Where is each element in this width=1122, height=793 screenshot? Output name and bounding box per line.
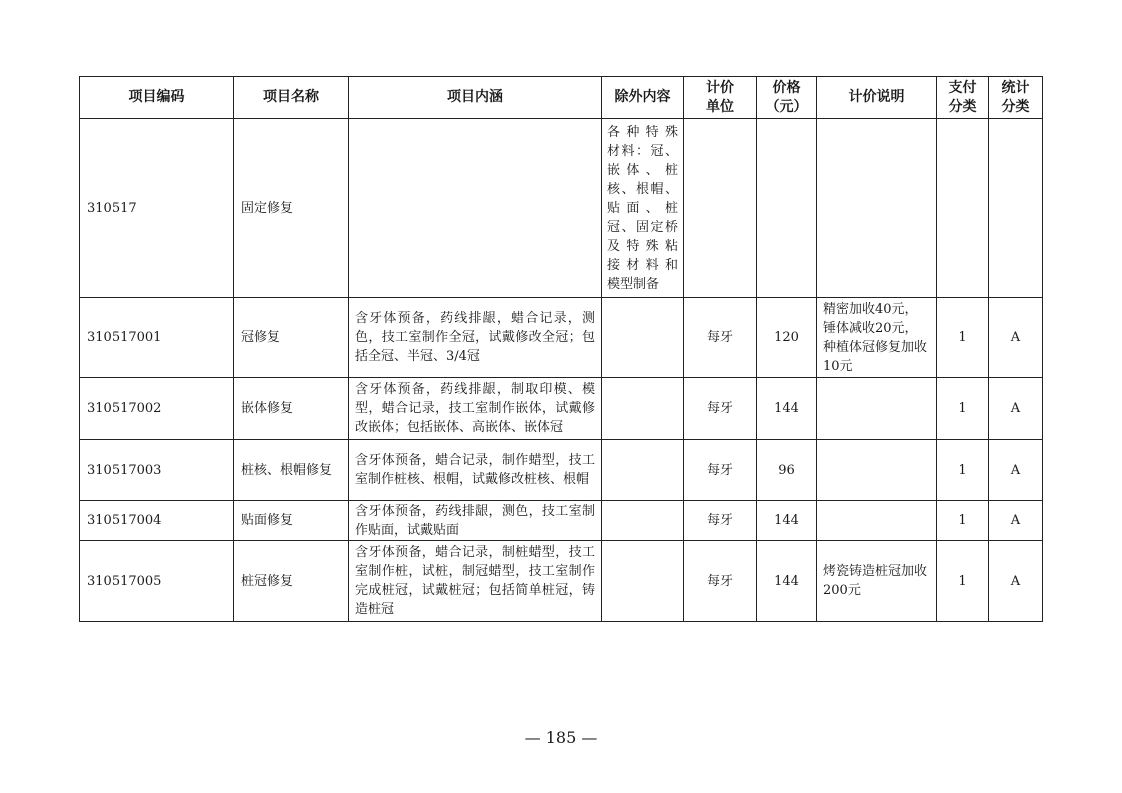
cell-price: 144 [757, 378, 817, 440]
cell-unit [684, 119, 757, 298]
cell-payment-class: 1 [937, 298, 989, 378]
table-row [80, 378, 1043, 440]
cell-unit: 每牙 [684, 378, 757, 440]
cell-code: 310517004 [80, 501, 234, 541]
cell-name: 贴面修复 [234, 501, 349, 541]
cell-stat-class: A [989, 501, 1043, 541]
header-stat-class: 统计 分类 [989, 77, 1043, 119]
cell-note [817, 378, 937, 440]
cell-note: 烤瓷铸造桩冠加收200元 [817, 541, 937, 622]
cell-stat-class: A [989, 298, 1043, 378]
page-number: — 185 — [524, 728, 598, 747]
header-content: 项目内涵 [349, 77, 602, 119]
cell-excluded: 各种特殊 材料：冠、 嵌体、桩 核、根帽、 贴面、桩 冠、固定桥 及特殊粘 接材料和 模型制备 [602, 119, 684, 298]
cell-content: 含牙体预备，药线排龈，蜡合记录，测色，技工室制作全冠，试戴修改全冠；包括全冠、半冠、3/4冠 [349, 298, 602, 378]
cell-excluded [602, 378, 684, 440]
table-row [80, 298, 1043, 378]
cell-unit: 每牙 [684, 298, 757, 378]
table-row [80, 119, 1043, 298]
cell-name: 桩核、根帽修复 [234, 440, 349, 501]
cell-excluded [602, 298, 684, 378]
header-row [80, 77, 1043, 119]
header-payment-class: 支付 分类 [937, 77, 989, 119]
cell-code: 310517001 [80, 298, 234, 378]
cell-note [817, 119, 937, 298]
cell-excluded [602, 541, 684, 622]
cell-unit: 每牙 [684, 501, 757, 541]
cell-code: 310517005 [80, 541, 234, 622]
cell-content: 含牙体预备，蜡合记录，制作蜡型，技工室制作桩核、根帽，试戴修改桩核、根帽 [349, 440, 602, 501]
cell-name: 冠修复 [234, 298, 349, 378]
cell-excluded [602, 501, 684, 541]
cell-name: 固定修复 [234, 119, 349, 298]
cell-name: 桩冠修复 [234, 541, 349, 622]
table-row [80, 541, 1043, 622]
header-pricing-note: 计价说明 [817, 77, 937, 119]
cell-excluded [602, 440, 684, 501]
cell-payment-class: 1 [937, 440, 989, 501]
cell-stat-class: A [989, 440, 1043, 501]
table-row [80, 501, 1043, 541]
cell-payment-class: 1 [937, 541, 989, 622]
cell-note: 精密加收40元，锤体减收20元，种植体冠修复加收10元 [817, 298, 937, 378]
cell-code: 310517003 [80, 440, 234, 501]
cell-payment-class: 1 [937, 378, 989, 440]
cell-note [817, 440, 937, 501]
cell-unit: 每牙 [684, 541, 757, 622]
cell-price: 144 [757, 541, 817, 622]
header-code: 项目编码 [80, 77, 234, 119]
cell-price: 96 [757, 440, 817, 501]
cell-note [817, 501, 937, 541]
cell-content [349, 119, 602, 298]
cell-content: 含牙体预备，蜡合记录，制桩蜡型，技工室制作桩，试桩，制冠蜡型，技工室制作完成桩冠，试戴桩冠；包括简单桩冠，铸造桩冠 [349, 541, 602, 622]
header-name: 项目名称 [234, 77, 349, 119]
cell-content: 含牙体预备，药线排龈，制取印模、模型，蜡合记录，技工室制作嵌体，试戴修改嵌体；包括嵌体、高嵌体、嵌体冠 [349, 378, 602, 440]
cell-stat-class [989, 119, 1043, 298]
cell-price: 144 [757, 501, 817, 541]
cell-content: 含牙体预备，药线排龈，测色，技工室制作贴面，试戴贴面 [349, 501, 602, 541]
cell-code: 310517 [80, 119, 234, 298]
cell-price: 120 [757, 298, 817, 378]
cell-unit: 每牙 [684, 440, 757, 501]
cell-price [757, 119, 817, 298]
header-excluded: 除外内容 [602, 77, 684, 119]
cell-stat-class: A [989, 378, 1043, 440]
cell-payment-class [937, 119, 989, 298]
header-unit: 计价 单位 [684, 77, 757, 119]
table-row [80, 440, 1043, 501]
header-price: 价格 （元） [757, 77, 817, 119]
cell-name: 嵌体修复 [234, 378, 349, 440]
cell-code: 310517002 [80, 378, 234, 440]
cell-payment-class: 1 [937, 501, 989, 541]
fee-schedule-table [79, 76, 1043, 622]
cell-stat-class: A [989, 541, 1043, 622]
